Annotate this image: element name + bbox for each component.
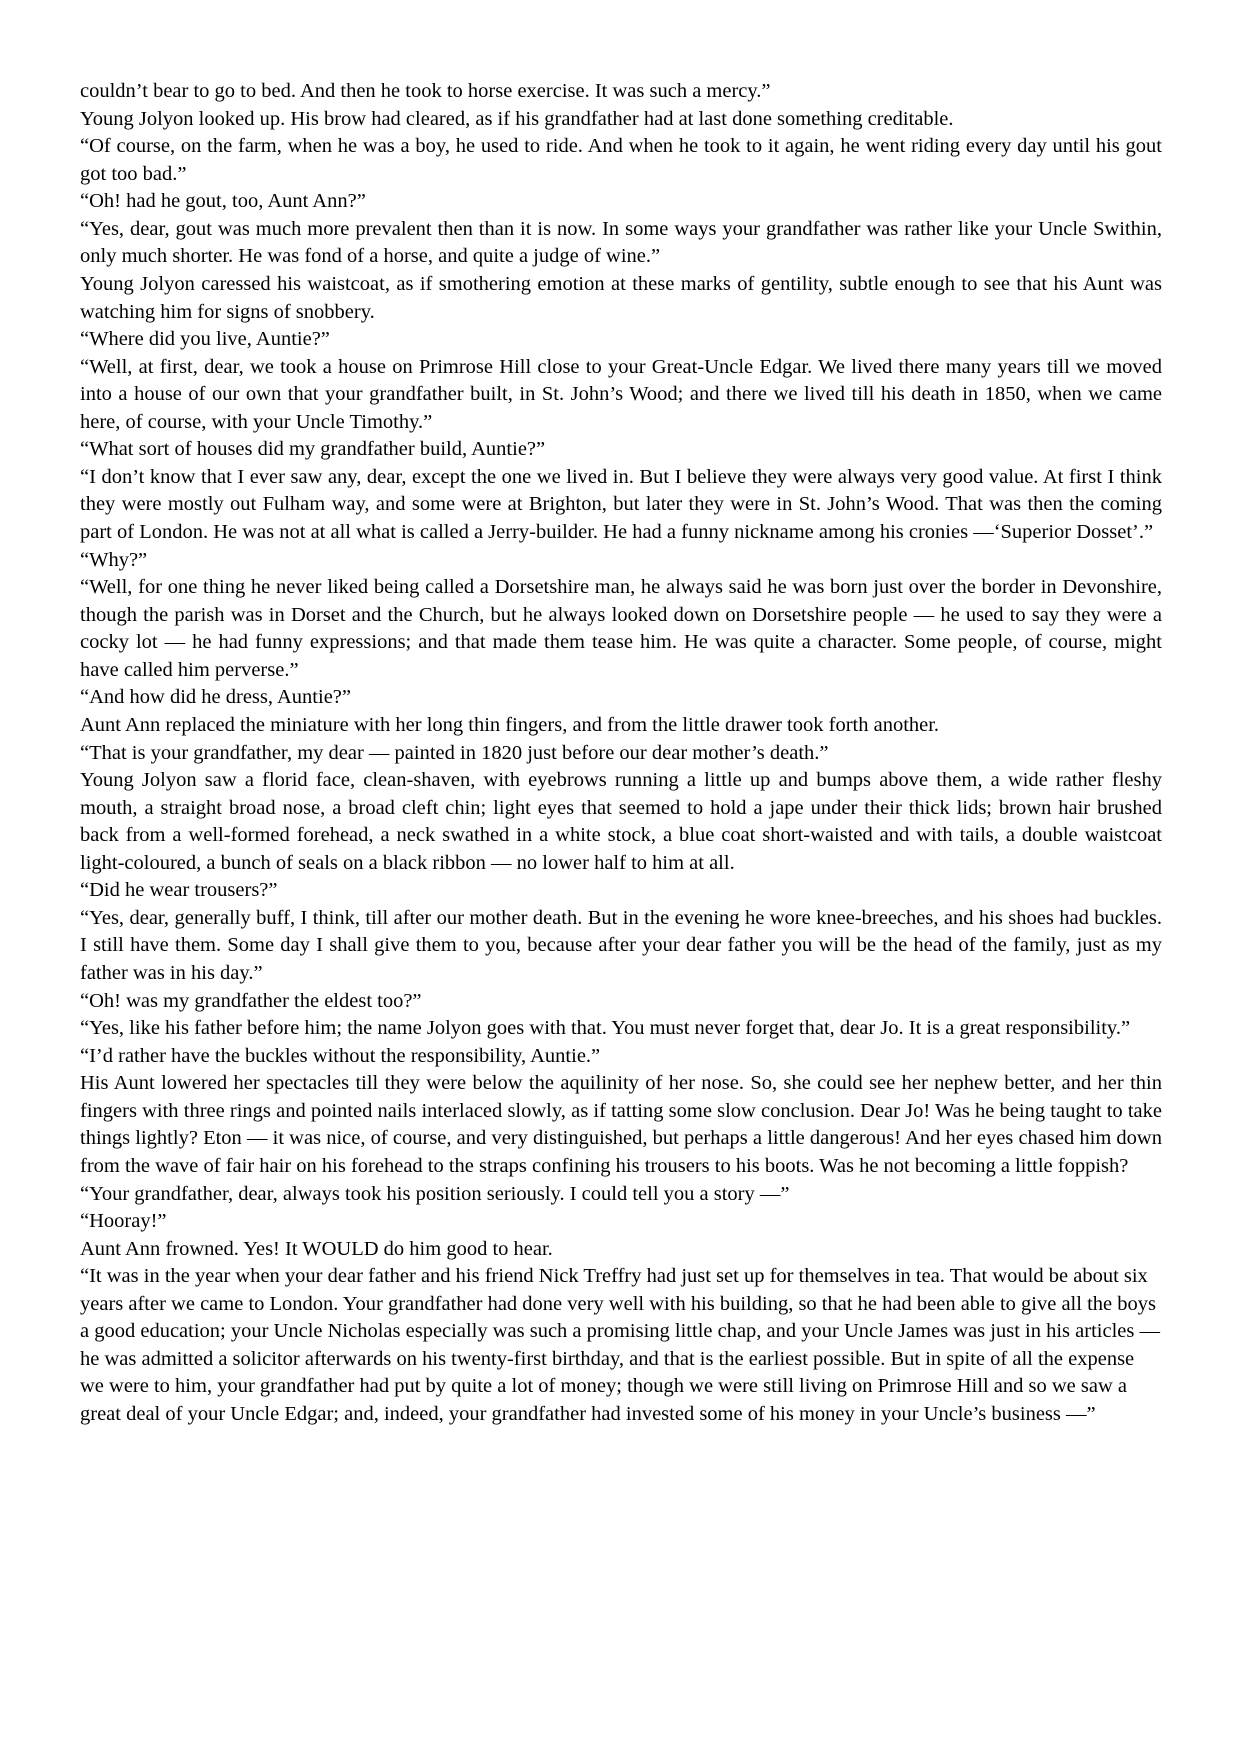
paragraph: Aunt Ann frowned. Yes! It WOULD do him good to hear. xyxy=(80,1237,553,1260)
paragraph: “It was in the year when your dear father and his friend Nick Treffry had just set up for themselves in tea. That would be about six years after we came to London. Your grandfather had done very well with his building, so that he had been able to give all the boys a good education; your Uncle Nicholas especially was such a promising little chap, and your Uncle James was just in his articles — he was admitted a solicitor afterwards on his twenty-first birthday, and that is the earliest possible. But in spite of all the expense we were to him, your grandfather had put by quite a lot of money; though we were still living on Primrose Hill and so we saw a great deal of your Uncle Edgar; and, indeed, your grandfather had invested some of his money in your Uncle’s business —” xyxy=(80,1265,1160,1425)
paragraph: “Did he wear trousers?” xyxy=(80,879,278,902)
paragraph: couldn’t bear to go to bed. And then he took to horse exercise. It was such a mercy.” xyxy=(80,80,771,102)
body-text xyxy=(80,78,1162,1429)
paragraph: “Your grandfather, dear, always took his position seriously. I could tell you a story —” xyxy=(80,1182,790,1205)
paragraph: Young Jolyon caressed his waistcoat, as if smothering emotion at these marks of gentility, subtle enough to see that his Aunt was watching him for signs of snobbery. xyxy=(80,272,1162,323)
paragraph: “I don’t know that I ever saw any, dear, except the one we lived in. But I believe they were always very good value. At first I think they were mostly out Fulham way, and some were at Brighton, but later they were in St. John’s Wood. That was then the coming part of London. He was not at all what is called a Jerry-builder. He had a funny nickname among his cronies —‘Superior Dosset’.” xyxy=(80,465,1162,543)
paragraph: “Where did you live, Auntie?” xyxy=(80,328,330,351)
paragraph: “Of course, on the farm, when he was a boy, he used to ride. And when he took to it again, he went riding every day until his gout got too bad.” xyxy=(80,135,1162,185)
paragraph: “Well, for one thing he never liked being called a Dorsetshire man, he always said he was born just over the border in Devonshire, though the parish was in Dorset and the Church, but he always looked down on Dorsetshire people — he used to say they were a cocky lot — he had funny expressions; and that made them tease him. He was quite a character. Some people, of course, might have called him perverse.” xyxy=(80,576,1162,681)
paragraph: “I’d rather have the buckles without the responsibility, Auntie.” xyxy=(80,1044,601,1067)
paragraph: “Yes, like his father before him; the name Jolyon goes with that. You must never forget that, dear Jo. It is a great responsibility.” xyxy=(80,1017,1131,1040)
paragraph: “Yes, dear, gout was much more prevalent then than it is now. In some ways your grandfather was rather like your Uncle Swithin, only much shorter. He was fond of a horse, and quite a judge of wine.” xyxy=(80,217,1162,268)
paragraph: “Well, at first, dear, we took a house on Primrose Hill close to your Great-Uncle Edgar. We lived there many years till we moved into a house of our own that your grandfather built, in St. John’s Wood; and there we lived till his death in 1850, when we came here, of course, with your Uncle Timothy.” xyxy=(80,355,1162,433)
paragraph: Aunt Ann replaced the miniature with her long thin fingers, and from the little drawer took forth another. xyxy=(80,713,940,736)
paragraph: “Hooray!” xyxy=(80,1210,167,1233)
paragraph: Young Jolyon looked up. His brow had cleared, as if his grandfather had at last done something creditable. xyxy=(80,107,954,130)
paragraph: “What sort of houses did my grandfather build, Auntie?” xyxy=(80,438,546,461)
paragraph: “Oh! was my grandfather the eldest too?” xyxy=(80,989,422,1012)
paragraph: “Oh! had he gout, too, Aunt Ann?” xyxy=(80,190,366,213)
paragraph: “And how did he dress, Auntie?” xyxy=(80,686,351,709)
paragraph: “Why?” xyxy=(80,548,148,571)
paragraph: “That is your grandfather, my dear — painted in 1820 just before our dear mother’s death.” xyxy=(80,741,829,764)
paragraph: “Yes, dear, generally buff, I think, till after our mother death. But in the evening he wore knee-breeches, and his shoes had buckles. I still have them. Some day I shall give them to you, because after your dear father you will be the head of the family, just as my father was in his day.” xyxy=(80,906,1162,984)
paragraph: Young Jolyon saw a florid face, clean-shaven, with eyebrows running a little up and bumps above them, a wide rather fleshy mouth, a straight broad nose, a broad cleft chin; light eyes that seemed to hold a jape under their thick lids; brown hair brushed back from a well-formed forehead, a neck swathed in a white stock, a blue coat short-waisted and with tails, a double waistcoat light-coloured, a bunch of seals on a black ribbon — no lower half to him at all. xyxy=(80,769,1162,874)
paragraph: His Aunt lowered her spectacles till they were below the aquilinity of her nose. So, she could see her nephew better, and her thin fingers with three rings and pointed nails interlaced slowly, as if tatting some slow conclusion. Dear Jo! Was he being taught to take things lightly? Eton — it was nice, of course, and very distinguished, but perhaps a little dangerous! And her eyes chased him down from the wave of fair hair on his forehead to the straps confining his trousers to his boots. Was he not becoming a little foppish? xyxy=(80,1072,1162,1177)
